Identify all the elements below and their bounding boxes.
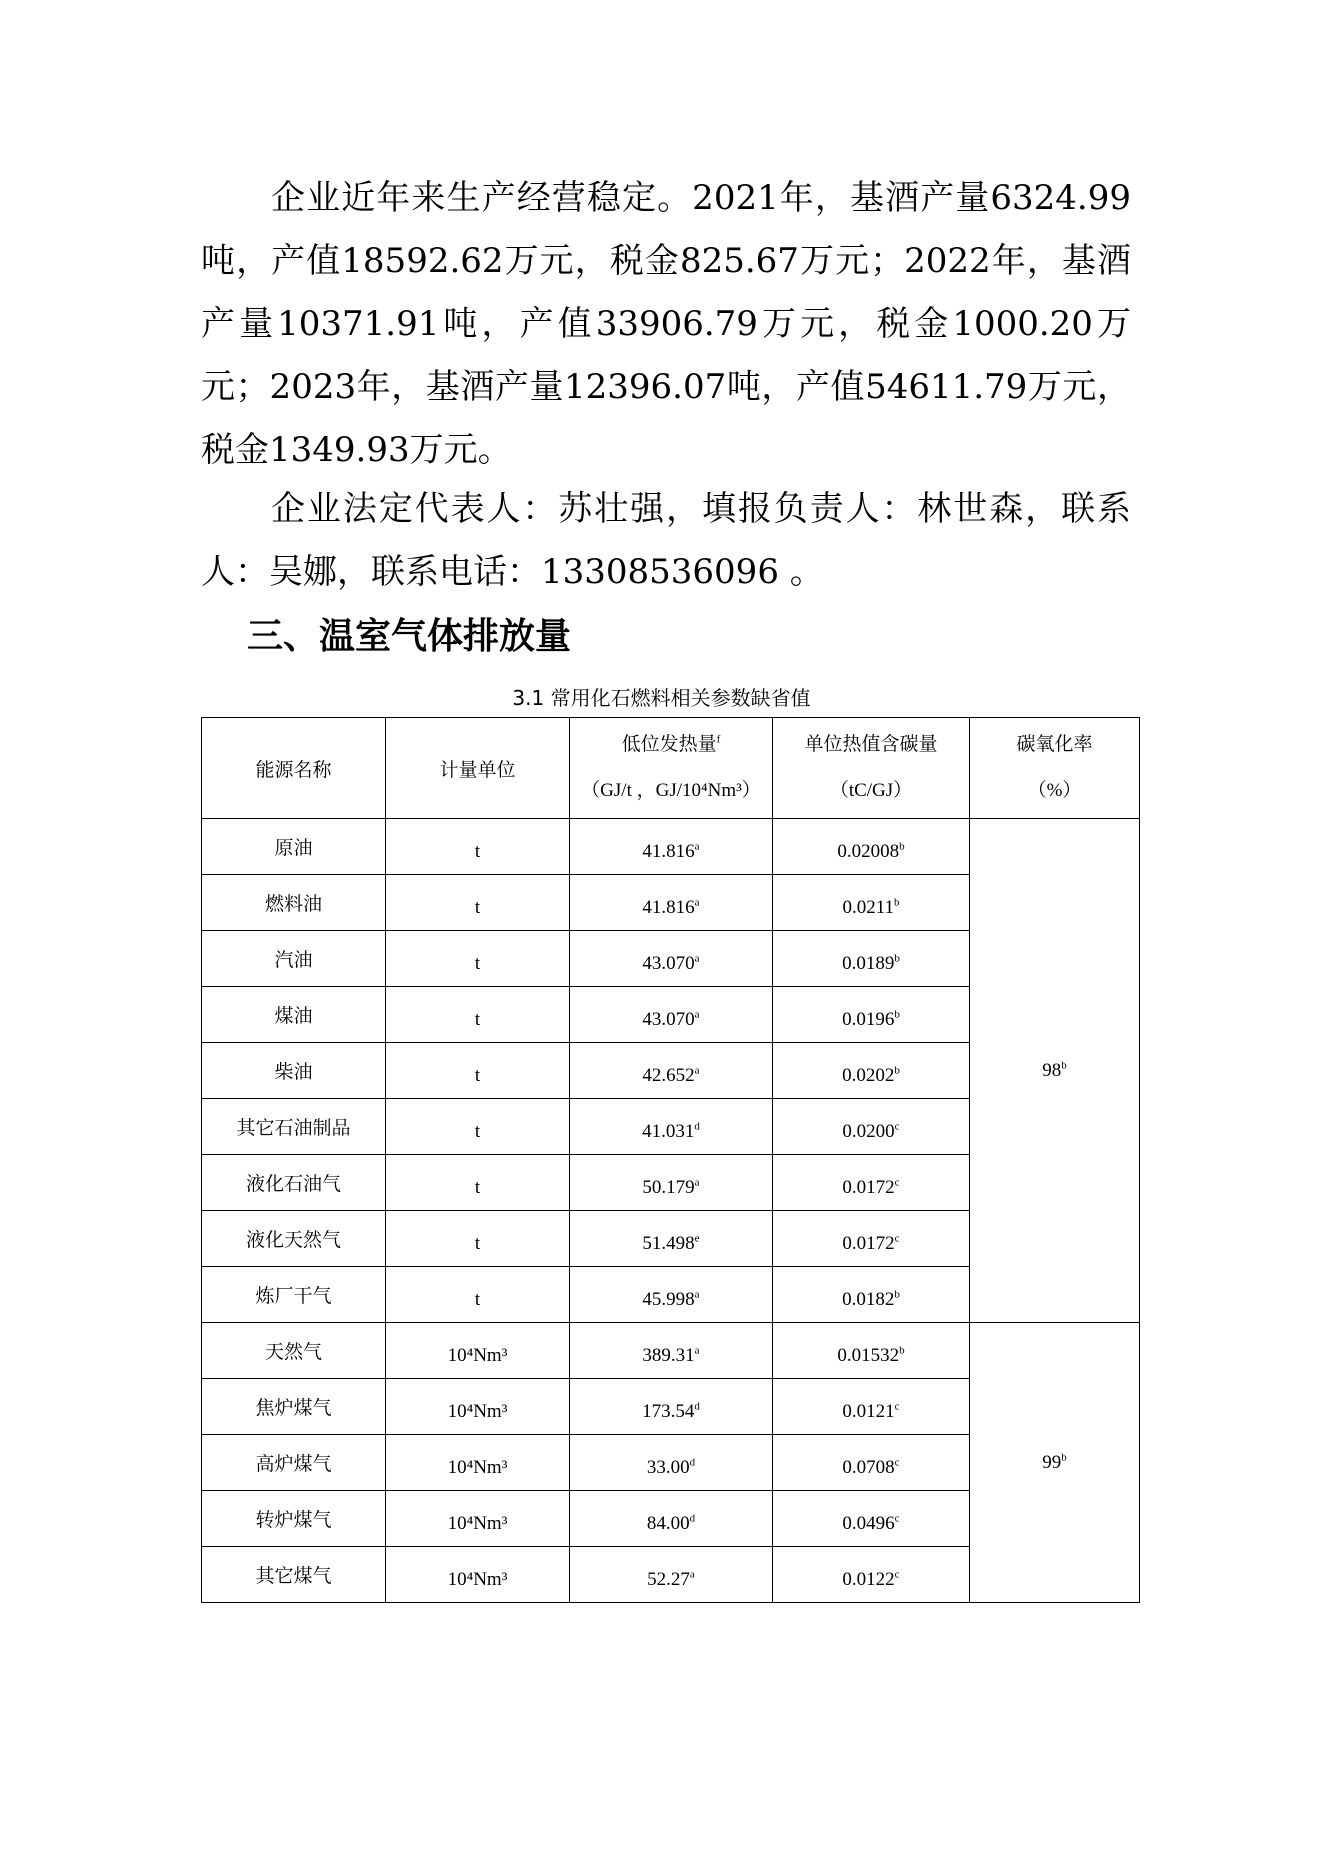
cell-energy-name: 炼厂干气 — [202, 1267, 386, 1323]
cell-carbon-content: 0.01532$^b$ — [773, 1323, 970, 1379]
cell-carbon-content: 0.0200$^c$ — [773, 1099, 970, 1155]
cell-ncv: 42.652$^a$ — [570, 1043, 773, 1099]
cell-carbon-content: 0.02008$^b$ — [773, 819, 970, 875]
cell-ncv: 50.179$^a$ — [570, 1155, 773, 1211]
cell-carbon-content: 0.0189$^b$ — [773, 931, 970, 987]
cell-carbon-content: 0.0708$^c$ — [773, 1435, 970, 1491]
cell-unit: 10⁴Nm³ — [386, 1491, 570, 1547]
cell-ncv: 84.00$^d$ — [570, 1491, 773, 1547]
cell-unit: t — [386, 987, 570, 1043]
table-row — [202, 1323, 1140, 1379]
paragraph-production: 企业近年来生产经营稳定。2021年，基酒产量6324.99吨，产值18592.62万元，税金825.67万元；2022年，基酒产量10371.91吨，产值33906.79万元，税金1000.20万元；2023年，基酒产量12396.07吨，产值54611.79万元，税金1349.93万元。 — [201, 178, 1131, 470]
cell-energy-name: 煤油 — [202, 987, 386, 1043]
cell-ncv: 43.070$^a$ — [570, 931, 773, 987]
header-ncv: 低位发热量$^f$ （GJ/t ，GJ/10⁴Nm³） — [570, 718, 773, 819]
header-oxidation-rate: 碳氧化率 （%） — [970, 718, 1140, 819]
table-header-row — [202, 718, 1140, 819]
cell-energy-name: 天然气 — [202, 1323, 386, 1379]
cell-unit: 10⁴Nm³ — [386, 1547, 570, 1603]
cell-oxidation-rate: 99$^b$ — [970, 1323, 1140, 1603]
cell-carbon-content: 0.0496$^c$ — [773, 1491, 970, 1547]
cell-carbon-content: 0.0172$^c$ — [773, 1211, 970, 1267]
cell-ncv: 43.070$^a$ — [570, 987, 773, 1043]
cell-energy-name: 汽油 — [202, 931, 386, 987]
cell-oxidation-rate: 98$^b$ — [970, 819, 1140, 1323]
cell-carbon-content: 0.0196$^b$ — [773, 987, 970, 1043]
cell-energy-name: 其它煤气 — [202, 1547, 386, 1603]
cell-energy-name: 原油 — [202, 819, 386, 875]
table-caption: 3.1 常用化石燃料相关参数缺省值 — [512, 686, 811, 710]
table-row — [202, 819, 1140, 875]
cell-unit: t — [386, 1267, 570, 1323]
cell-ncv: 41.816$^a$ — [570, 875, 773, 931]
cell-energy-name: 转炉煤气 — [202, 1491, 386, 1547]
cell-carbon-content: 0.0121$^c$ — [773, 1379, 970, 1435]
cell-ncv: 389.31$^a$ — [570, 1323, 773, 1379]
cell-energy-name: 其它石油制品 — [202, 1099, 386, 1155]
cell-unit: 10⁴Nm³ — [386, 1379, 570, 1435]
section-heading: 三、温室气体排放量 — [247, 616, 572, 657]
cell-ncv: 33.00$^d$ — [570, 1435, 773, 1491]
cell-unit: t — [386, 931, 570, 987]
cell-ncv: 52.27$^a$ — [570, 1547, 773, 1603]
cell-unit: 10⁴Nm³ — [386, 1435, 570, 1491]
fuel-parameters-table — [201, 717, 1140, 1603]
cell-unit: t — [386, 1211, 570, 1267]
cell-unit: t — [386, 1043, 570, 1099]
header-energy-name: 能源名称 — [202, 718, 386, 819]
header-carbon-content: 单位热值含碳量 （tC/GJ） — [773, 718, 970, 819]
cell-unit: t — [386, 875, 570, 931]
cell-energy-name: 焦炉煤气 — [202, 1379, 386, 1435]
cell-ncv: 45.998$^a$ — [570, 1267, 773, 1323]
cell-carbon-content: 0.0202$^b$ — [773, 1043, 970, 1099]
cell-unit: t — [386, 1155, 570, 1211]
cell-unit: t — [386, 1099, 570, 1155]
cell-ncv: 51.498e — [570, 1211, 773, 1267]
cell-unit: 10⁴Nm³ — [386, 1323, 570, 1379]
cell-unit: t — [386, 819, 570, 875]
cell-energy-name: 柴油 — [202, 1043, 386, 1099]
paragraph-contacts: 企业法定代表人：苏壮强，填报负责人：林世森，联系人：吴娜，联系电话：13308536096 。 — [201, 489, 1131, 592]
cell-carbon-content: 0.0172$^c$ — [773, 1155, 970, 1211]
cell-carbon-content: 0.0122$^c$ — [773, 1547, 970, 1603]
cell-carbon-content: 0.0182$^b$ — [773, 1267, 970, 1323]
cell-ncv: 41.816$^a$ — [570, 819, 773, 875]
cell-energy-name: 液化天然气 — [202, 1211, 386, 1267]
cell-energy-name: 液化石油气 — [202, 1155, 386, 1211]
header-unit: 计量单位 — [386, 718, 570, 819]
cell-energy-name: 燃料油 — [202, 875, 386, 931]
cell-ncv: 173.54$^d$ — [570, 1379, 773, 1435]
cell-ncv: 41.031$^d$ — [570, 1099, 773, 1155]
cell-energy-name: 高炉煤气 — [202, 1435, 386, 1491]
cell-carbon-content: 0.0211$^b$ — [773, 875, 970, 931]
